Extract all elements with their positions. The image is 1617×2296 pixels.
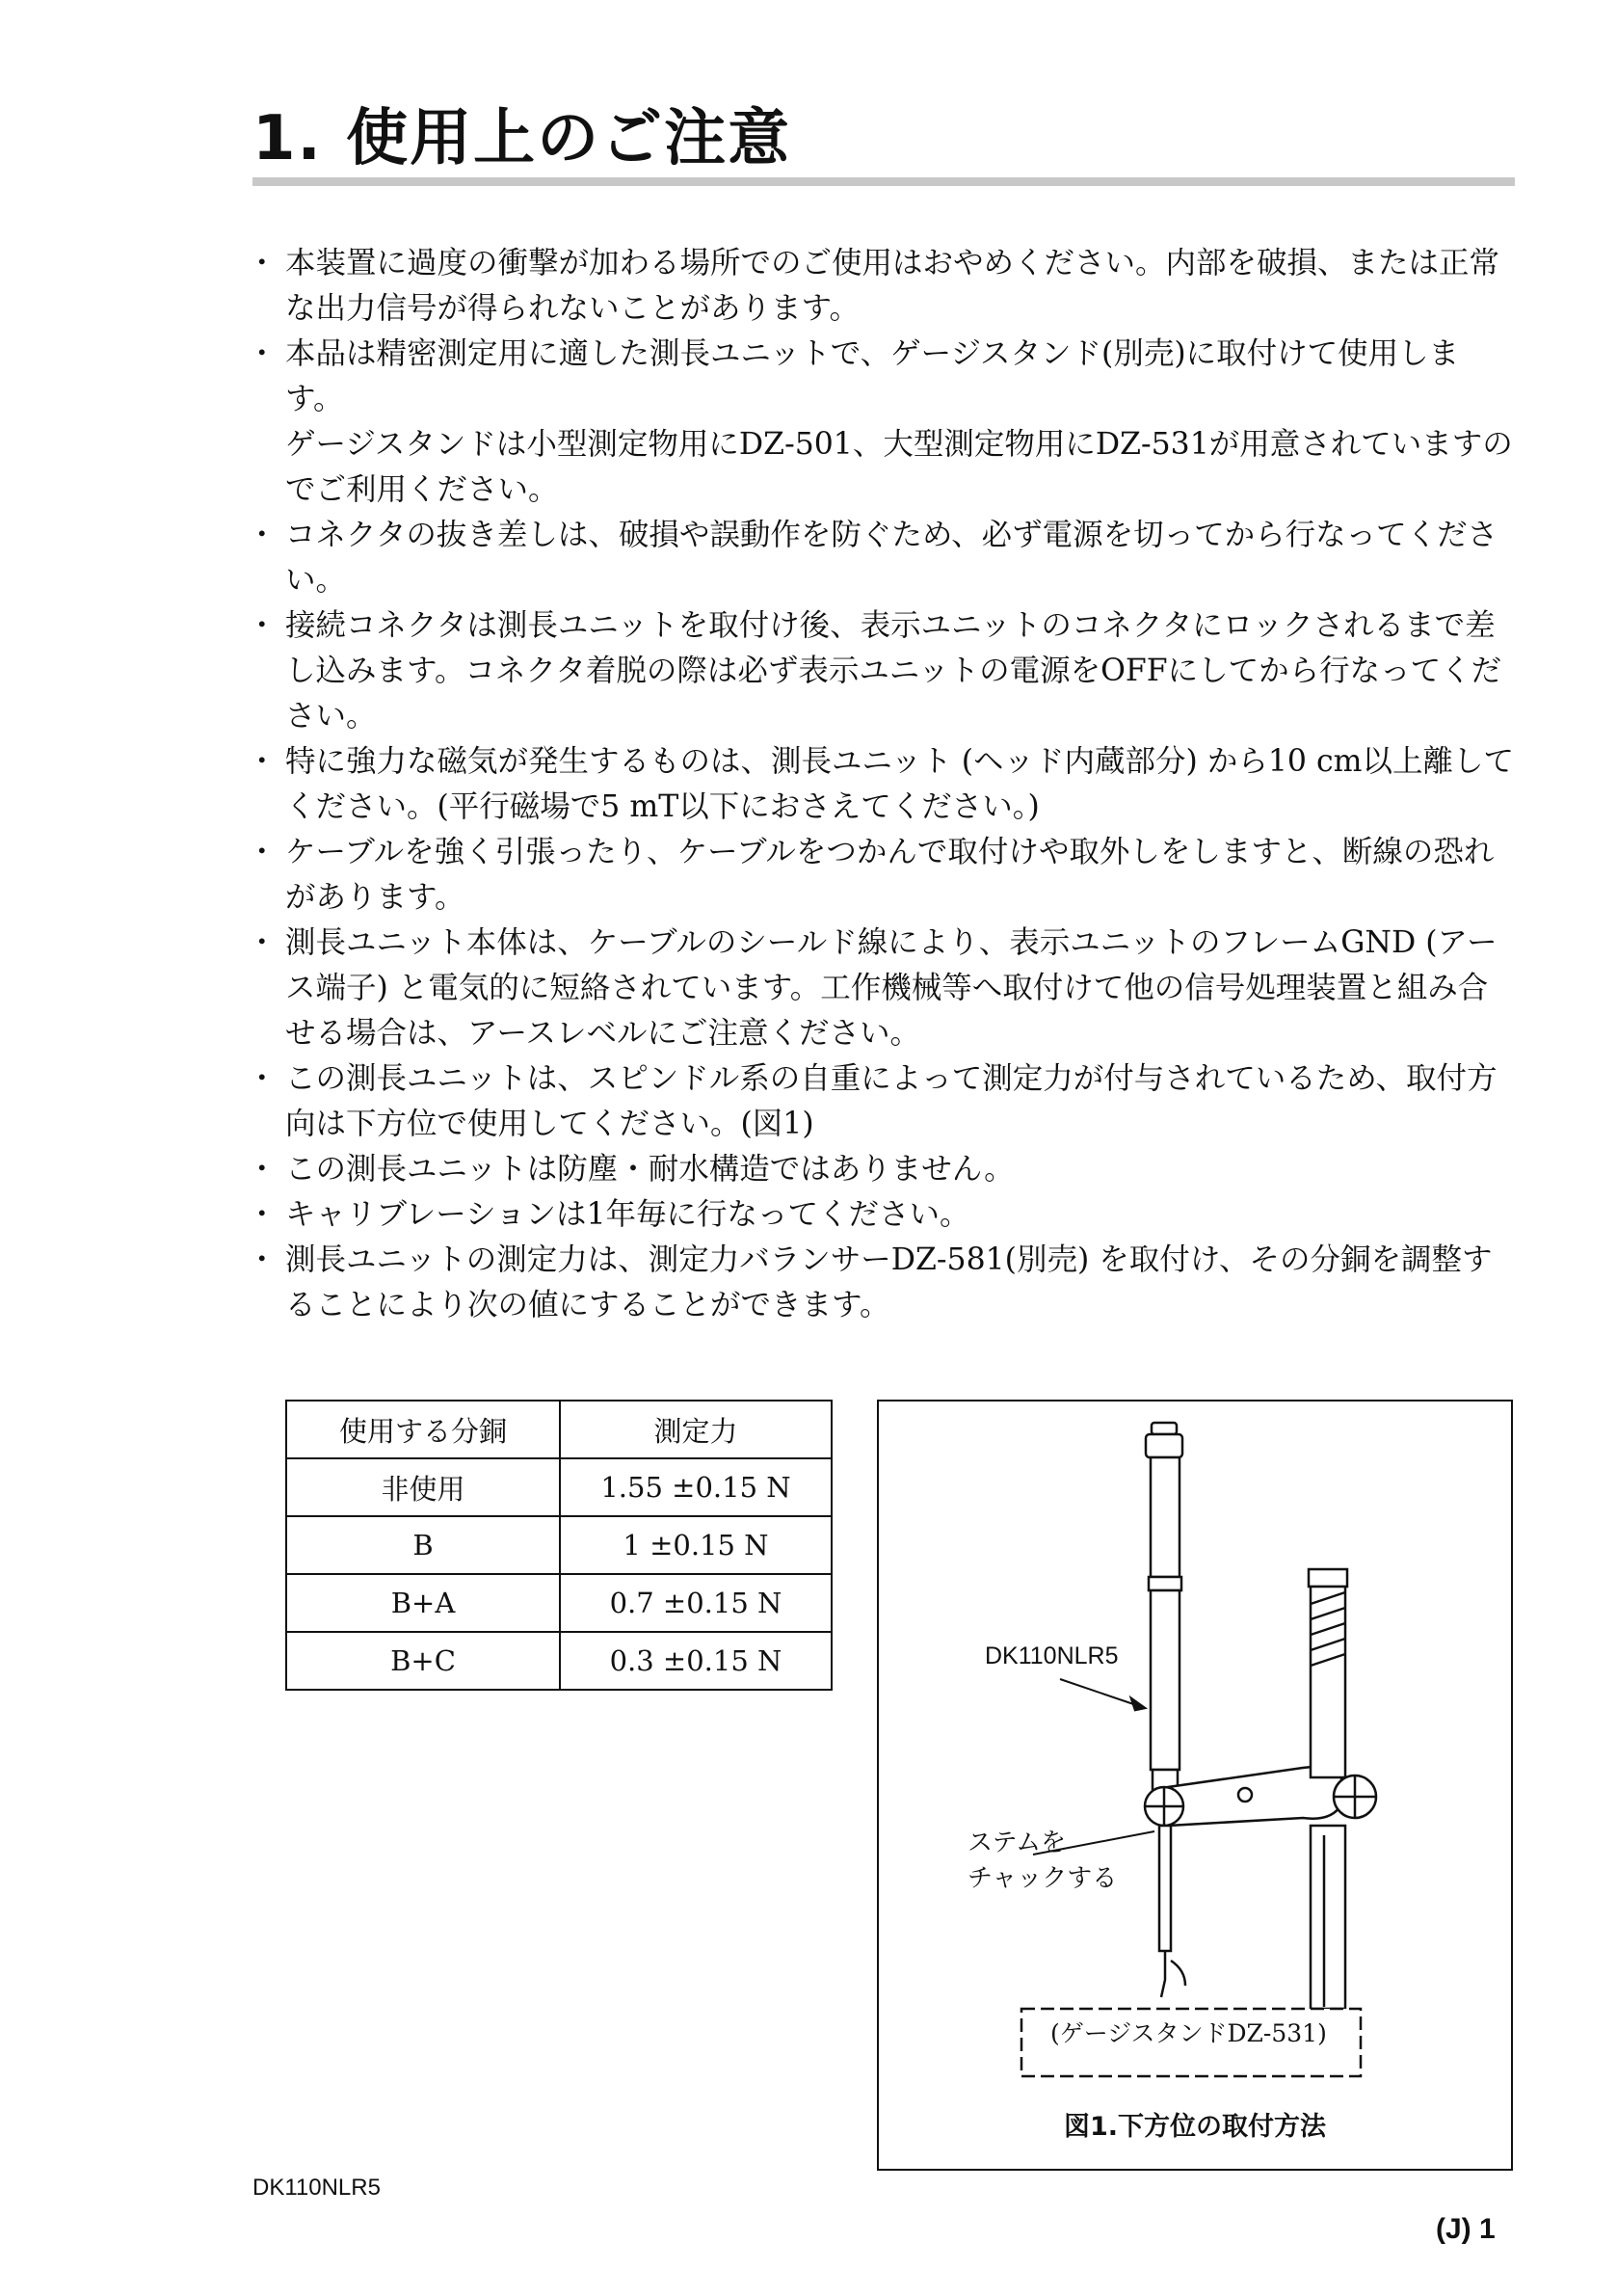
list-item [252,1192,1517,1238]
list-item [252,241,1517,332]
caution-list [252,241,1517,1328]
table-row [286,1574,832,1632]
note-text: 本品は精密測定用に適した測長ユニットで、ゲージスタンド(別売)に取付けて使用します。 [285,336,1460,416]
table-header-force: 測定力 [560,1401,832,1458]
gauge-stand-illustration [879,1402,1511,2169]
note-text: 測長ユニット本体は、ケーブルのシールド線により、表示ユニットのフレームGND (アース端子) と電気的に短絡されています。工作機械等へ取付けて他の信号処理装置と組み合せる場合は、アースレベルにご注意ください。 [285,925,1498,1051]
table-row [286,1516,832,1574]
table-cell: B+A [286,1574,560,1632]
list-item [252,830,1517,921]
page-number: (J) 1 [1436,2213,1496,2245]
note-text: 接続コネクタは測長ユニットを取付け後、表示ユニットのコネクタにロックされるまで差し込みます。コネクタ着脱の際は必ず表示ユニットの電源をOFFにしてから行なってください。 [285,608,1502,734]
list-item [252,603,1517,739]
table-cell: 0.3 ±0.15 N [560,1632,832,1690]
mounting-figure [877,1400,1513,2171]
list-item [252,1056,1517,1147]
stem-callout-line1: ステムを [968,1829,1067,1857]
note-text: 本装置に過度の衝撃が加わる場所でのご使用はおやめください。内部を破損、または正常な出力信号が得られないことがあります。 [285,246,1500,326]
list-item [252,739,1517,830]
note-text: コネクタの抜き差しは、破損や誤動作を防ぐため、必ず電源を切ってから行なってください。 [285,518,1498,598]
note-text: 特に強力な磁気が発生するものは、測長ユニット (ヘッド内蔵部分) から10 cm以上離してください。(平行磁場で5 mT以下におさえてください。) [285,744,1514,824]
list-item [252,1147,1517,1192]
table-row [286,1632,832,1690]
table-cell: 非使用 [286,1458,560,1516]
table-cell: B [286,1516,560,1574]
list-item [252,1238,1517,1328]
title-underline [252,177,1515,186]
note-text: この測長ユニットは防塵・耐水構造ではありません。 [285,1152,1015,1187]
note-text: ケーブルを強く引張ったり、ケーブルをつかんで取付けや取外しをしますと、断線の恐れがあります。 [285,835,1495,915]
model-callout: DK110NLR5 [985,1642,1119,1669]
note-text: キャリブレーションは1年毎に行なってください。 [285,1197,970,1232]
footer-model: DK110NLR5 [252,2175,381,2201]
table-cell: 1 ±0.15 N [560,1516,832,1574]
note-extra-text: ゲージスタンドは小型測定物用にDZ-501、大型測定物用にDZ-531が用意されていますのでご利用ください。 [285,427,1513,507]
list-item [252,513,1517,603]
stem-callout [968,1826,1117,1897]
note-text: 測長ユニットの測定力は、測定力バランサーDZ-581(別売) を取付け、その分銅を調整することにより次の値にすることができます。 [285,1242,1493,1322]
note-text: この測長ユニットは、スピンドル系の自重によって測定力が付与されているため、取付方向は下方位で使用してください。(図1) [285,1061,1498,1141]
measuring-force-table [285,1400,833,1691]
table-cell: 0.7 ±0.15 N [560,1574,832,1632]
stand-callout: (ゲージスタンドDZ-531) [1050,2019,1327,2047]
table-header-weight: 使用する分銅 [286,1401,560,1458]
table-cell: 1.55 ±0.15 N [560,1458,832,1516]
list-item [252,332,1517,513]
list-item [252,921,1517,1056]
stem-callout-line2: チャックする [968,1864,1118,1893]
figure-caption: 図1.下方位の取付方法 [1063,2112,1327,2142]
table-row [286,1458,832,1516]
page-title: 1. 使用上のご注意 [252,103,792,174]
table-header-row [286,1401,832,1458]
table-cell: B+C [286,1632,560,1690]
